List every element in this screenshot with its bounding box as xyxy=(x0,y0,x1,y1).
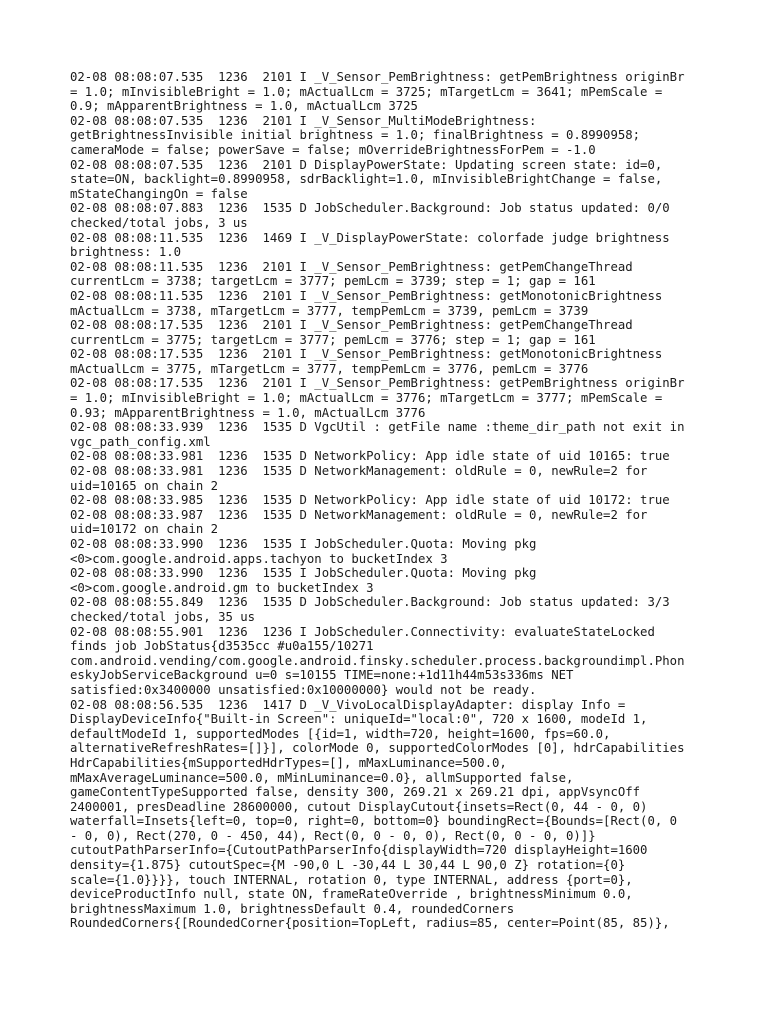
log-line: deviceProductInfo null, state ON, frameRateOverride , brightnessMinimum 0.0, xyxy=(70,887,633,902)
log-line: eskyJobServiceBackground u=0 s=10155 TIME=none:+1d11h44m53s336ms NET xyxy=(70,668,574,683)
log-line: 2400001, presDeadline 28600000, cutout DisplayCutout{insets=Rect(0, 44 - 0, 0) xyxy=(70,799,648,814)
log-line: cutoutPathParserInfo={CutoutPathParserInfo{displayWidth=720 displayHeight=1600 xyxy=(70,843,648,858)
log-line: currentLcm = 3738; targetLcm = 3777; pemLcm = 3739; step = 1; gap = 161 xyxy=(70,274,596,289)
log-line: - 0, 0), Rect(270, 0 - 450, 44), Rect(0, 0 - 0, 0), Rect(0, 0 - 0, 0)]} xyxy=(70,828,596,843)
log-line: defaultModeId 1, supportedModes [{id=1, width=720, height=1600, fps=60.0, xyxy=(70,726,611,741)
log-line: alternativeRefreshRates=[]}], colorMode 0, supportedColorModes [0], hdrCapabilities xyxy=(70,741,685,756)
log-line: 02-08 08:08:11.535 1236 2101 I _V_Sensor_PemBrightness: getPemChangeThread xyxy=(70,259,633,274)
log-document xyxy=(70,70,710,931)
log-line: mActualLcm = 3775, mTargetLcm = 3777, tempPemLcm = 3776, pemLcm = 3776 xyxy=(70,361,589,376)
log-line: 0.9; mApparentBrightness = 1.0, mActualLcm 3725 xyxy=(70,99,418,114)
log-line: = 1.0; mInvisibleBright = 1.0; mActualLcm = 3725; mTargetLcm = 3641; mPemScale = xyxy=(70,84,663,99)
log-line: 02-08 08:08:07.535 1236 2101 I _V_Sensor_MultiModeBrightness: xyxy=(70,113,537,128)
log-line: uid=10165 on chain 2 xyxy=(70,478,219,493)
log-line: DisplayDeviceInfo{"Built-in Screen": uniqueId="local:0", 720 x 1600, modeId 1, xyxy=(70,712,648,727)
log-line: 02-08 08:08:33.939 1236 1535 D VgcUtil : getFile name :theme_dir_path not exit in xyxy=(70,420,685,435)
log-line: 02-08 08:08:07.883 1236 1535 D JobScheduler.Background: Job status updated: 0/0 xyxy=(70,201,670,216)
log-line: checked/total jobs, 35 us xyxy=(70,609,256,624)
log-line: state=ON, backlight=0.8990958, sdrBacklight=1.0, mInvisibleBrightChange = false, xyxy=(70,172,663,187)
log-line: 02-08 08:08:33.990 1236 1535 I JobScheduler.Quota: Moving pkg xyxy=(70,566,537,581)
log-line: 02-08 08:08:33.990 1236 1535 I JobScheduler.Quota: Moving pkg xyxy=(70,537,537,551)
log-line: 02-08 08:08:56.535 1236 1417 D _V_VivoLocalDisplayAdapter: display Info = xyxy=(70,697,626,712)
log-line: = 1.0; mInvisibleBright = 1.0; mActualLcm = 3776; mTargetLcm = 3777; mPemScale = xyxy=(70,391,663,406)
log-line: mActualLcm = 3738, mTargetLcm = 3777, tempPemLcm = 3739, pemLcm = 3739 xyxy=(70,303,589,318)
log-line: currentLcm = 3775; targetLcm = 3777; pemLcm = 3776; step = 1; gap = 161 xyxy=(70,332,596,347)
log-line: 02-08 08:08:55.901 1236 1236 I JobScheduler.Connectivity: evaluateStateLocked xyxy=(70,624,655,639)
log-line: RoundedCorners{[RoundedCorner{position=TopLeft, radius=85, center=Point(85, 85)}, xyxy=(70,916,670,931)
log-line: com.android.vending/com.google.android.finsky.scheduler.process.backgroundimpl.Phon xyxy=(70,653,685,668)
log-line: scale={1.0}}}}, touch INTERNAL, rotation 0, type INTERNAL, address {port=0}, xyxy=(70,872,633,887)
log-line: 02-08 08:08:17.535 1236 2101 I _V_Sensor_PemBrightness: getPemBrightness originBr xyxy=(70,376,685,391)
log-line: 02-08 08:08:07.535 1236 2101 I _V_Sensor_PemBrightness: getPemBrightness originBr xyxy=(70,70,685,84)
log-line: 02-08 08:08:17.535 1236 2101 I _V_Sensor_PemBrightness: getMonotonicBrightness xyxy=(70,347,663,362)
log-line: checked/total jobs, 3 us xyxy=(70,215,248,230)
log-line: 02-08 08:08:33.981 1236 1535 D NetworkManagement: oldRule = 0, newRule=2 for xyxy=(70,464,648,479)
log-line: HdrCapabilities{mSupportedHdrTypes=[], mMaxLuminance=500.0, xyxy=(70,755,507,770)
log-line: vgc_path_config.xml xyxy=(70,434,211,449)
log-line: <0>com.google.android.apps.tachyon to bucketIndex 3 xyxy=(70,551,448,566)
log-line: mMaxAverageLuminance=500.0, mMinLuminance=0.0}, allmSupported false, xyxy=(70,770,574,785)
log-line: satisfied:0x3400000 unsatisfied:0x10000000} would not be ready. xyxy=(70,682,537,697)
log-line: 02-08 08:08:17.535 1236 2101 I _V_Sensor_PemBrightness: getPemChangeThread xyxy=(70,318,633,333)
log-line: getBrightnessInvisible initial brightness = 1.0; finalBrightness = 0.8990958; xyxy=(70,128,641,143)
log-line: 02-08 08:08:33.987 1236 1535 D NetworkManagement: oldRule = 0, newRule=2 for xyxy=(70,507,648,522)
log-line: 02-08 08:08:55.849 1236 1535 D JobScheduler.Background: Job status updated: 3/3 xyxy=(70,595,670,610)
log-line: cameraMode = false; powerSave = false; mOverrideBrightnessForPem = -1.0 xyxy=(70,142,596,157)
log-line: uid=10172 on chain 2 xyxy=(70,522,219,537)
log-line: 02-08 08:08:11.535 1236 1469 I _V_DisplayPowerState: colorfade judge brightness xyxy=(70,230,670,245)
log-line: brightnessMaximum 1.0, brightnessDefault 0.4, roundedCorners xyxy=(70,901,515,916)
log-line: brightness: 1.0 xyxy=(70,245,182,260)
log-line: 02-08 08:08:33.985 1236 1535 D NetworkPolicy: App idle state of uid 10172: true xyxy=(70,493,670,508)
log-line: mStateChangingOn = false xyxy=(70,186,248,201)
log-line: 02-08 08:08:11.535 1236 2101 I _V_Sensor_PemBrightness: getMonotonicBrightness xyxy=(70,288,663,303)
log-line: waterfall=Insets{left=0, top=0, right=0, bottom=0} boundingRect={Bounds=[Rect(0, 0 xyxy=(70,814,678,829)
log-line: gameContentTypeSupported false, density 300, 269.21 x 269.21 dpi, appVsyncOff xyxy=(70,785,641,800)
log-line: finds job JobStatus{d3535cc #u0a155/10271 xyxy=(70,639,374,654)
log-line: 02-08 08:08:07.535 1236 2101 D DisplayPowerState: Updating screen state: id=0, xyxy=(70,157,663,172)
log-line: 0.93; mApparentBrightness = 1.0, mActualLcm 3776 xyxy=(70,405,426,420)
log-line: density={1.875} cutoutSpec={M -90,0 L -30,44 L 30,44 L 90,0 Z} rotation={0} xyxy=(70,858,626,873)
log-line: 02-08 08:08:33.981 1236 1535 D NetworkPolicy: App idle state of uid 10165: true xyxy=(70,449,670,464)
log-line: <0>com.google.android.gm to bucketIndex 3 xyxy=(70,580,374,595)
